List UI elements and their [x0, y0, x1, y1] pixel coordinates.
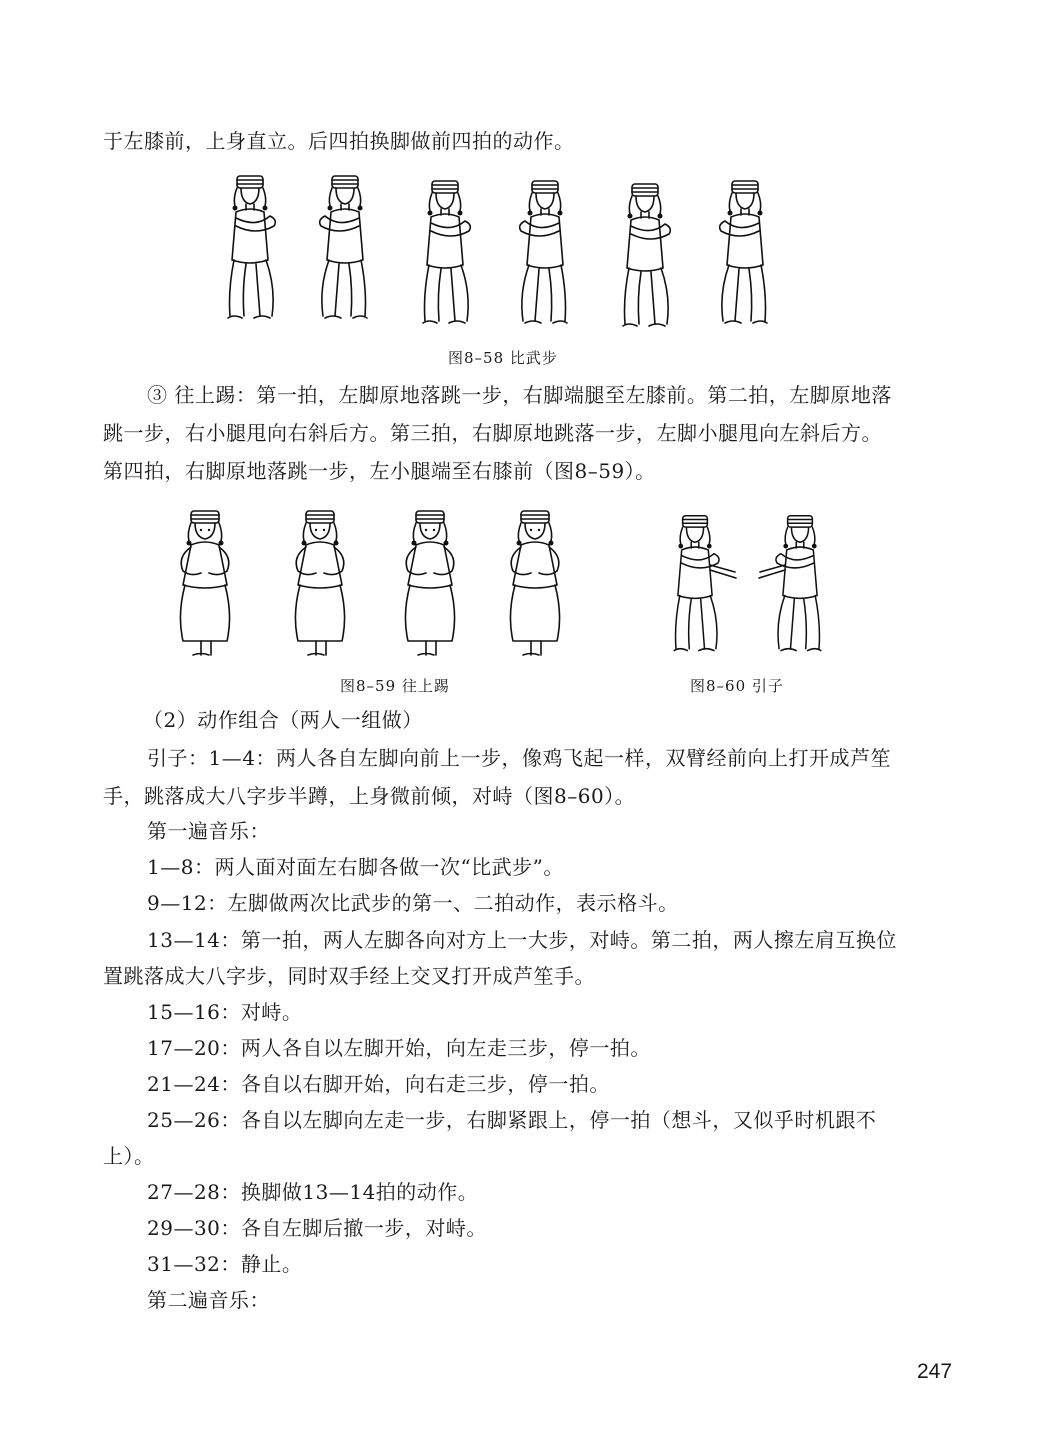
figure-8-59-caption: 图8–59 往上踢 — [340, 677, 450, 695]
figure-8-60-caption: 图8–60 引子 — [690, 677, 784, 695]
text-line-10: 9—12：左脚做两次比武步的第一、二拍动作，表示格斗。 — [147, 891, 679, 915]
text-line-2: ③ 往上踢：第一拍，左脚原地落跳一步，右脚端腿至左膝前。第二拍，左脚原地落 — [147, 383, 892, 407]
figure-8-60-illustration — [660, 510, 840, 660]
figure-8-58-caption: 图8–58 比武步 — [448, 349, 558, 367]
figure-8-59-illustration — [170, 505, 590, 665]
text-line-13: 15—16：对峙。 — [147, 1000, 303, 1024]
text-line-5: （2）动作组合（两人一组做） — [143, 708, 423, 732]
text-line-11: 13—14：第一拍，两人左脚各向对方上一大步，对峙。第二拍，两人擦左肩互换位 — [147, 928, 897, 952]
text-line-6: 引子：1—4：两人各自左脚向前上一步，像鸡飞起一样，双臂经前向上打开成芦笙 — [147, 746, 891, 770]
text-line-3: 跳一步，右小腿甩向右斜后方。第三拍，右脚原地跳落一步，左脚小腿甩向左斜后方。 — [103, 421, 882, 445]
text-line-7: 手，跳落成大八字步半蹲，上身微前倾，对峙（图8–60）。 — [103, 784, 636, 808]
text-line-16: 25—26：各自以左脚向左走一步，右脚紧跟上，停一拍（想斗，又似乎时机跟不 — [147, 1108, 877, 1132]
text-line-20: 31—32：静止。 — [147, 1252, 303, 1276]
text-line-14: 17—20：两人各自以左脚开始，向左走三步，停一拍。 — [147, 1036, 651, 1060]
text-line-15: 21—24：各自以右脚开始，向右走三步，停一拍。 — [147, 1072, 610, 1096]
text-line-19: 29—30：各自左脚后撤一步，对峙。 — [147, 1216, 487, 1240]
text-line-4: 第四拍，右脚原地落跳一步，左小腿端至右膝前（图8–59）。 — [103, 459, 656, 483]
text-line-21: 第二遍音乐： — [147, 1288, 270, 1312]
page-number: 247 — [917, 1360, 953, 1383]
text-line-1: 于左膝前，上身直立。后四拍换脚做前四拍的动作。 — [103, 129, 575, 153]
text-line-8: 第一遍音乐： — [147, 819, 270, 843]
text-line-12: 置跳落成大八字步，同时双手经上交叉打开成芦笙手。 — [103, 964, 595, 988]
text-line-18: 27—28：换脚做13—14拍的动作。 — [147, 1180, 479, 1204]
text-line-9: 1—8：两人面对面左右脚各做一次“比武步”。 — [147, 855, 564, 879]
text-line-17: 上）。 — [103, 1144, 155, 1168]
figure-8-58-illustration — [205, 170, 785, 340]
